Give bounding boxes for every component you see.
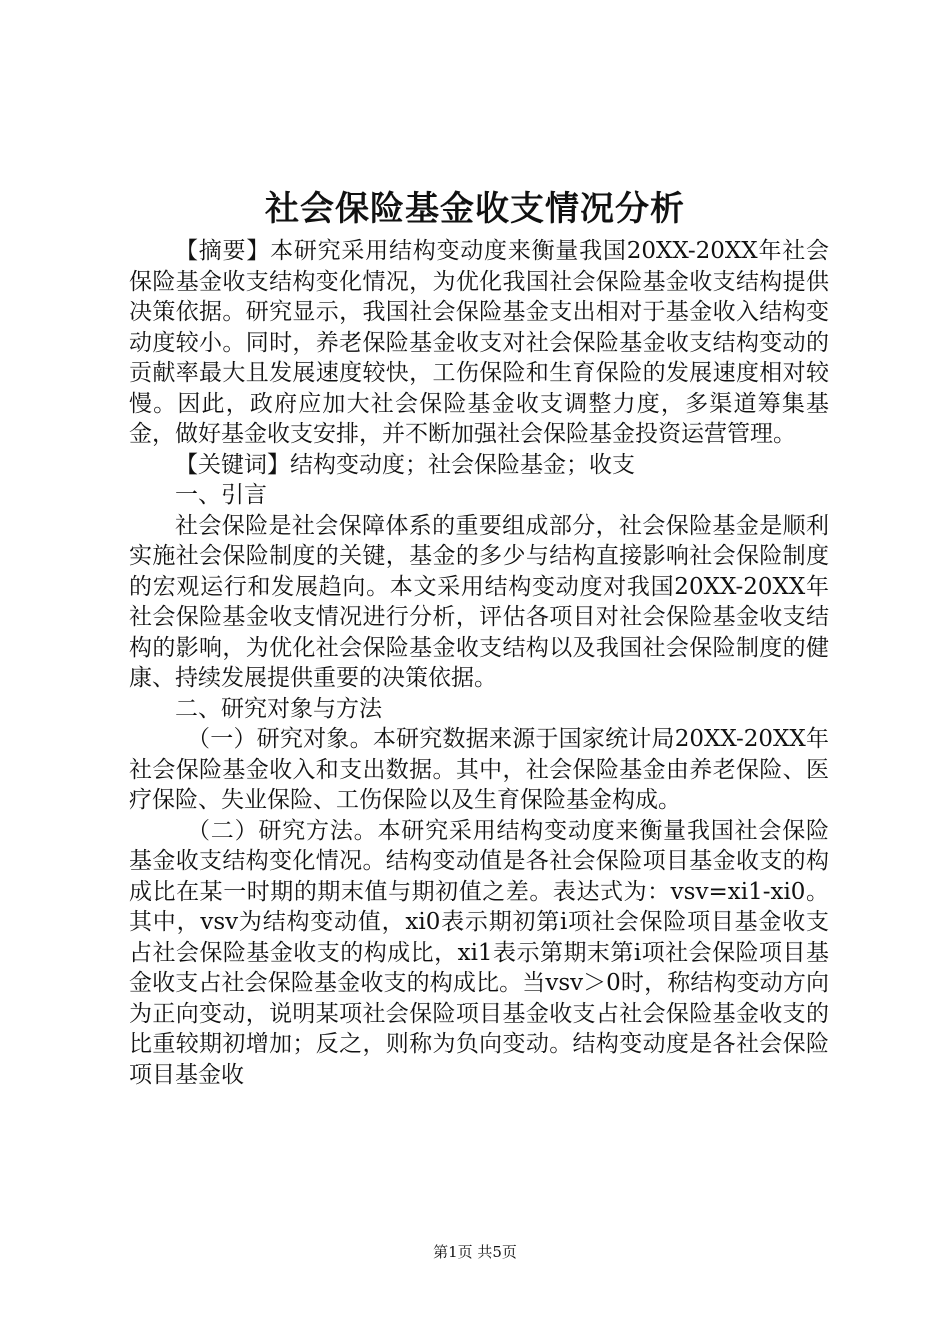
- keywords-paragraph: 【关键词】结构变动度；社会保险基金；收支: [175, 451, 635, 478]
- document-title: 社会保险基金收支情况分析: [265, 189, 685, 229]
- document-body: [129, 236, 829, 1090]
- research-method-paragraph: （二）研究方法。本研究采用结构变动度来衡量我国社会保险基金收支结构变化情况。结构变动值是各社会保险项目基金收支的构成比在某一时期的期末值与期初值之差。表达式为：vsv=xi1-xi0。其中，vsv为结构变动值，xi0表示期初第i项社会保险项目基金收支占社会保险基金收支的构成比，xi1表示第期末第i项社会保险项目基金收支占社会保险基金收支的构成比。当vsv＞0时，称结构变动方向为正向变动，说明某项社会保险项目基金收支占社会保险基金收支的比重较期初增加；反之，则称为负向变动。结构变动度是各社会保险项目基金收: [129, 817, 829, 1088]
- abstract-paragraph: 【摘要】本研究采用结构变动度来衡量我国20XX-20XX年社会保险基金收支结构变化情况，为优化我国社会保险基金收支结构提供决策依据。研究显示，我国社会保险基金支出相对于基金收入结构变动度较小。同时，养老保险基金收支对社会保险基金收支结构变动的贡献率最大且发展速度较快，工伤保险和生育保险的发展速度相对较慢。因此，政府应加大社会保险基金收支调整力度，多渠道筹集基金，做好基金收支安排，并不断加强社会保险基金投资运营管理。: [129, 238, 829, 447]
- section-heading-introduction: 一、引言: [175, 482, 267, 508]
- introduction-paragraph: 社会保险是社会保障体系的重要组成部分，社会保险基金是顺利实施社会保险制度的关键，基金的多少与结构直接影响社会保险制度的宏观运行和发展趋向。本文采用结构变动度对我国20XX-20XX年社会保险基金收支情况进行分析，评估各项目对社会保险基金收支结构的影响，为优化社会保险基金收支结构以及我国社会保险制度的健康、持续发展提供重要的决策依据。: [129, 512, 829, 691]
- page-footer: 第1页 共5页: [433, 1243, 517, 1261]
- section-heading-methods: 二、研究对象与方法: [175, 695, 382, 722]
- research-object-paragraph: （一）研究对象。本研究数据来源于国家统计局20XX-20XX年社会保险基金收入和支出数据。其中，社会保险基金由养老保险、医疗保险、失业保险、工伤保险以及生育保险基金构成。: [129, 726, 829, 813]
